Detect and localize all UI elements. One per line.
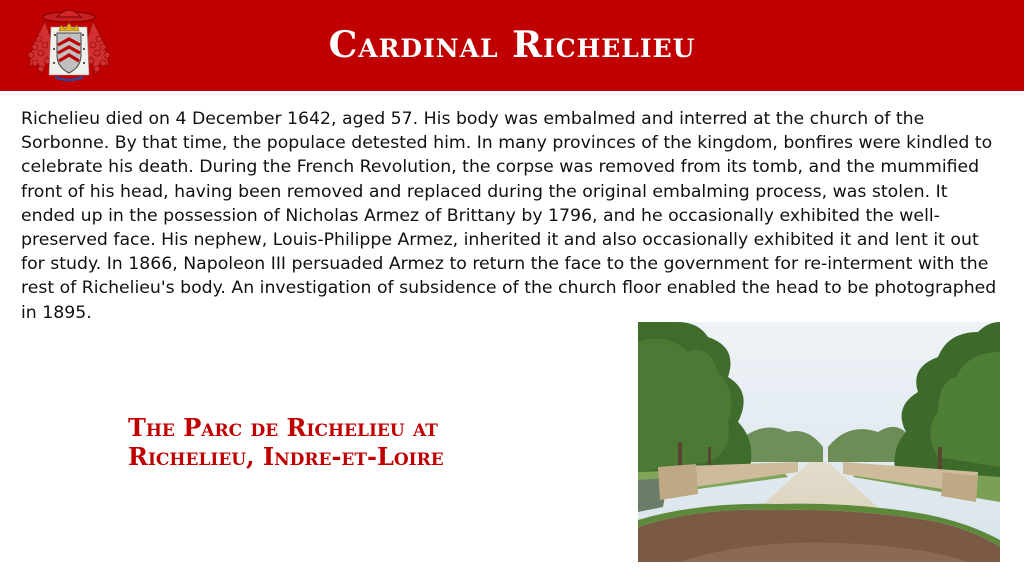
header-bar (0, 0, 1024, 91)
slide-title: Cardinal Richelieu (328, 24, 696, 66)
body-paragraph: Richelieu died on 4 December 1642, aged 57. His body was embalmed and interred at the church of the Sorbonne. By that time, the populace detested him. In many provinces of the kingdom, bonfires were kindled to celebrate his death. During the French Revolution, the corpse was removed from its tomb, and the mummified front of his head, having been removed and replaced during the original embalming process, was stolen. It ended up in the possession of Nicholas Armez of Brittany by 1796, and he occasionally exhibited the well-preserved face. His nephew, Louis-Philippe Armez, inherited it and also occasionally exhibited it and lent it out for study. In 1866, Napoleon III persuaded Armez to return the face to the government for re-interment with the rest of Richelieu's body. An investigation of subsidence of the church floor enabled the head to be photographed in 1895. (21, 109, 997, 323)
caption-line-2: Richelieu, Indre-et-Loire (128, 442, 444, 471)
parc-illustration (638, 322, 1000, 562)
photo-caption (128, 413, 548, 471)
caption-line-1: The Parc de Richelieu at (128, 413, 438, 442)
parc-photo (638, 322, 1000, 562)
